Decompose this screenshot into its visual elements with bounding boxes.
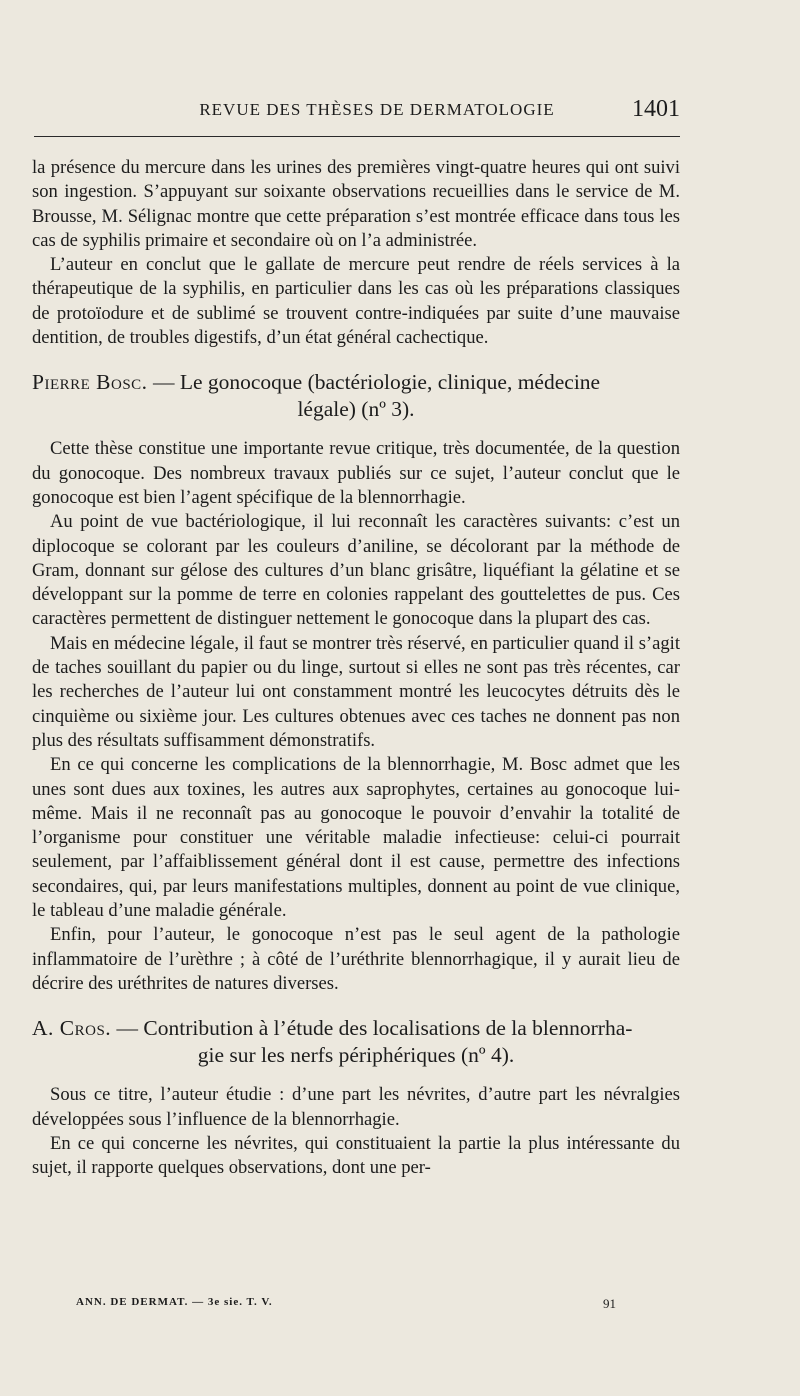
header-rule [34,136,680,137]
heading-title: — Le gonocoque (bactériologie, clinique, médecine [147,370,601,395]
paragraph: Cette thèse constitue une importante revue critique, très documentée, de la question du gonocoque. Des nombreux travaux publiés sur ce sujet, l’auteur conclut que le gonocoque est bien l’agent spécifique de la blennorrhagie. [32,438,680,508]
section-heading-bosc [32,369,680,423]
signature-mark: 91 [603,1296,616,1311]
body-text [32,156,680,1180]
page-header [142,96,680,126]
author-name: A. Cros. [32,1016,112,1041]
running-title: REVUE DES THÈSES DE DERMATOLOGIE [199,100,555,119]
paragraph: Mais en médecine légale, il faut se montrer très réservé, en particulier quand il s’agit de taches souillant du papier ou du linge, surtout si elles ne sont pas très récentes, car les recherches de l’auteur lui ont constamment montré les leucocytes détruits dès le cinquième ou sixième jour. Les cultures obtenues avec ces taches ne donnent pas non plus des résultats suffisamment démonstratifs. [32,632,680,751]
paragraph: En ce qui concerne les complications de la blennorrhagie, M. Bosc admet que les unes sont dues aux toxines, les autres aux saprophytes, certaines au gonocoque lui-même. Mais il ne reconnaît pas au gonocoque le pouvoir d’envahir la totalité de l’organisme pour constituer une véritable maladie infectieuse: celui-ci pourrait seulement, par l’affaiblissement général dont il est cause, permettre des infections secondaires, qui, par leurs manifestations multiples, donnent au point de vue clinique, le tableau d’une maladie générale. [32,754,680,922]
paragraph: Au point de vue bactériologique, il lui reconnaît les caractères suivants: c’est un diplocoque se colorant par les couleurs d’aniline, se décolorant par la méthode de Gram, donnant sur gélose des cultures d’un blanc grisâtre, liquéfiant la gélatine et se développant sur la pomme de terre en colonies rappelant des gouttelettes de pus. Ces caractères permettent de distinguer nettement le gonocoque dans la plupart des cas. [32,511,680,630]
paragraph: la présence du mercure dans les urines des premières vingt-quatre heures qui ont suivi son ingestion. S’appuyant sur soixante observations recueillies dans le service de M. Brousse, M. Sélignac montre que cette préparation s’est montrée efficace dans tous les cas de syphilis primaire et secondaire où on l’a administrée. [32,157,680,251]
heading-title: — Contribution à l’étude des localisations de la blennorrha- [111,1016,633,1041]
paragraph: En ce qui concerne les névrites, qui constituaient la partie la plus intéressante du sujet, il rapporte quelques observations, dont une per- [32,1132,680,1179]
paragraph: L’auteur en conclut que le gallate de mercure peut rendre de réels services à la thérapeutique de la syphilis, en particulier dans les cas où les préparations classiques de protoïodure et de sublimé se trouvent contre-indiquées par suite d’une mauvaise dentition, de troubles digestifs, d’un état général cachectique. [32,254,680,349]
page-number: 1401 [632,96,680,122]
heading-title-line2: légale) (nº 3). [297,397,415,422]
section-heading-cros [32,1015,680,1069]
paragraph: Enfin, pour l’auteur, le gonocoque n’est pas le seul agent de la pathologie inflammatoire de l’urèthre ; à côté de l’uréthrite blennorrhagique, il y aurait lieu de décrire des uréthrites de natures diverses. [32,924,680,994]
journal-reference: ANN. DE DERMAT. — 3e sie. T. V. [76,1296,273,1308]
heading-title-line2: gie sur les nerfs périphériques (nº 4). [197,1043,515,1068]
author-name: Pierre Bosc. [32,370,148,395]
page-footer [76,1296,636,1318]
paragraph: Sous ce titre, l’auteur étudie : d’une part les névrites, d’autre part les névralgies développées sous l’influence de la blennorrhagie. [32,1084,680,1130]
